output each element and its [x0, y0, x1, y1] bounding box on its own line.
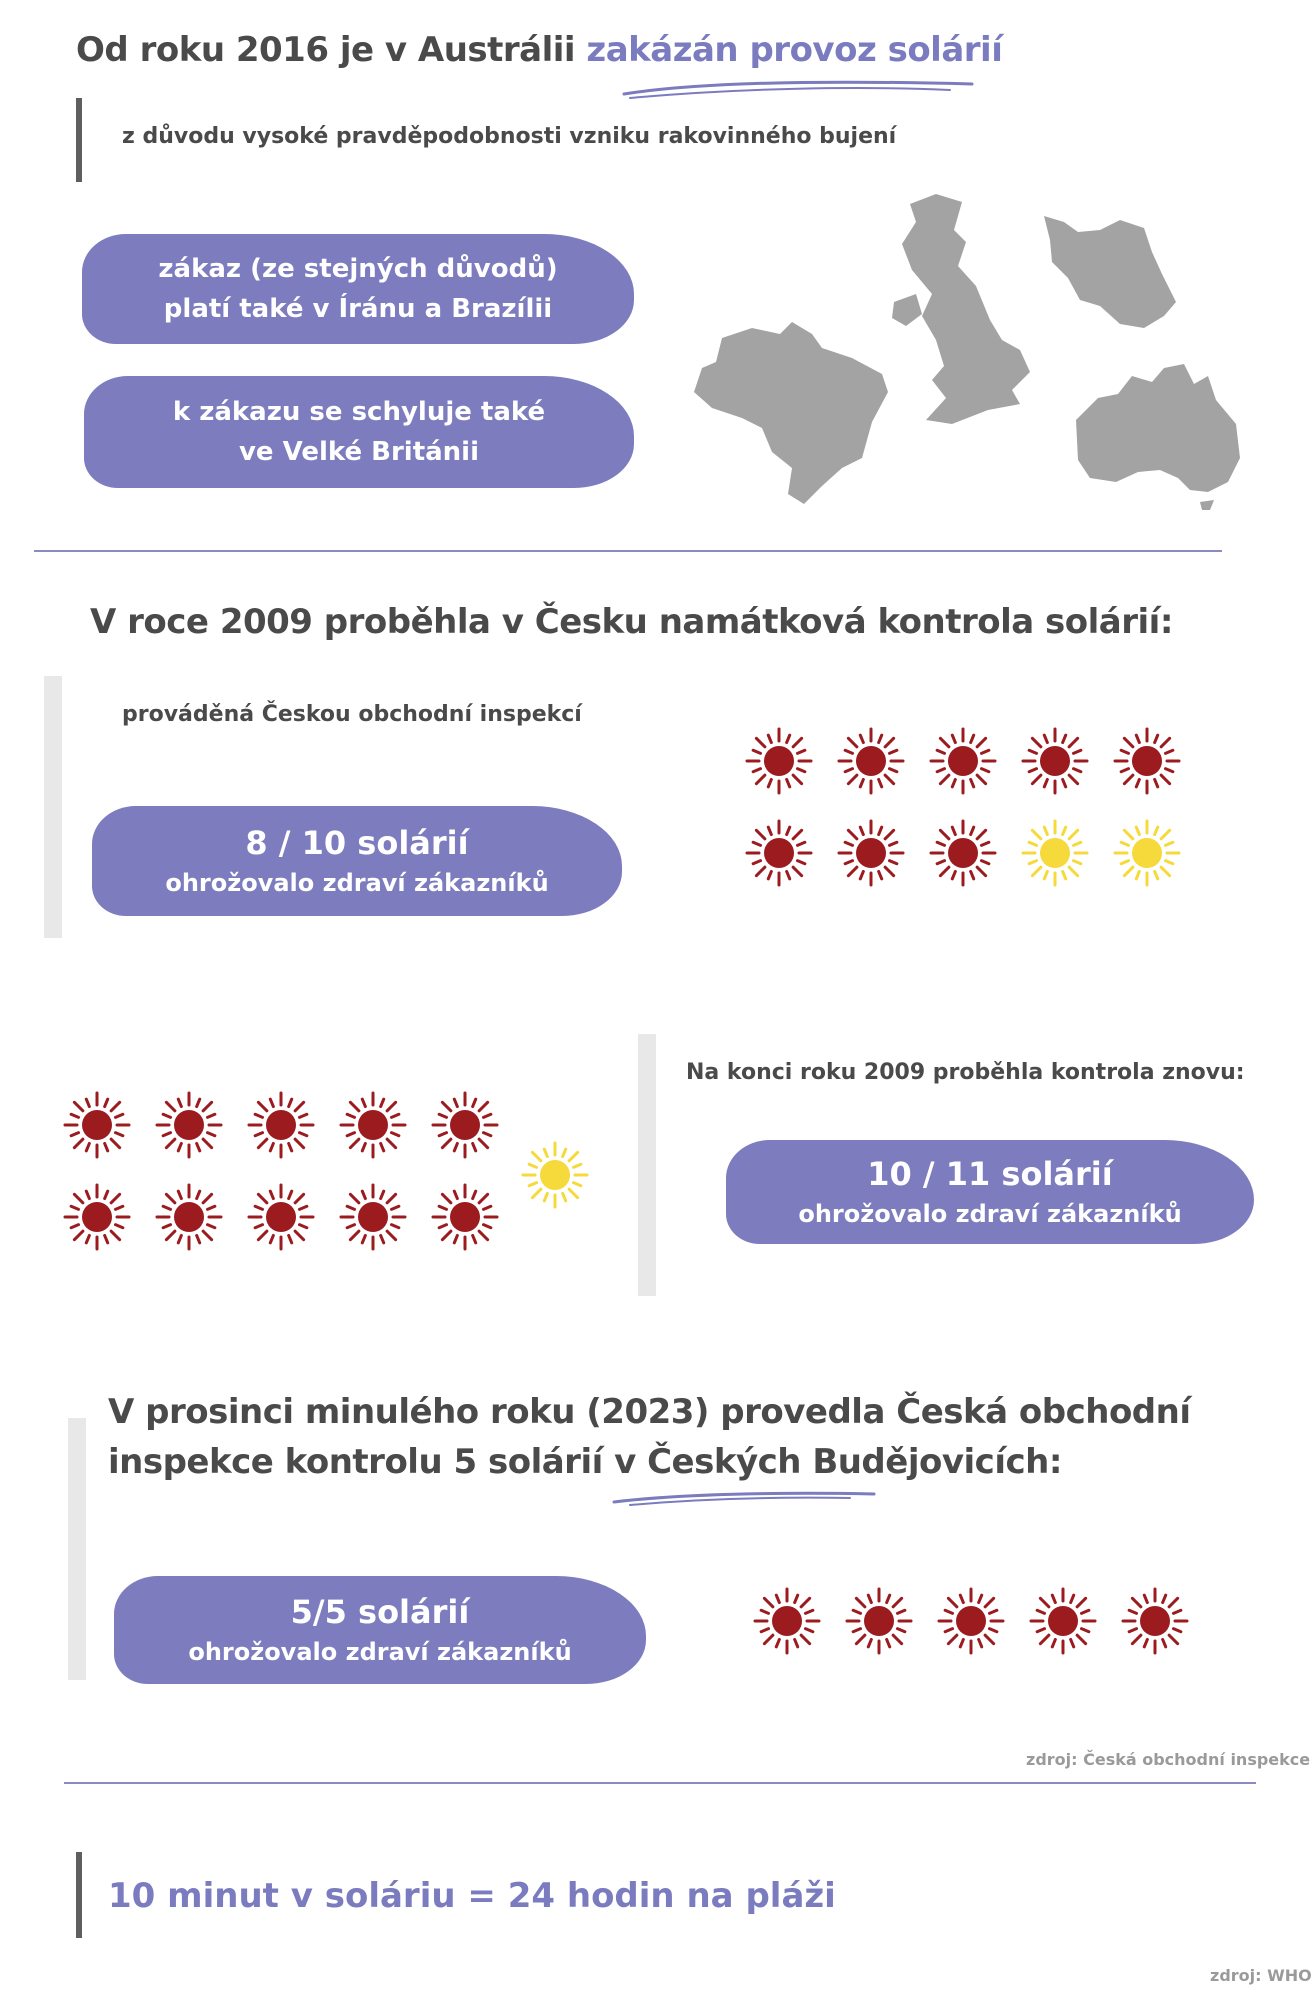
ban-uk-pill	[84, 376, 634, 488]
sun-red-icon	[62, 1090, 132, 1160]
sun-red-icon	[744, 818, 814, 888]
pill-caption: ohrožovalo zdraví zákazníků	[188, 1638, 572, 1666]
sun-red-icon	[936, 1586, 1006, 1656]
sun-red-icon	[62, 1182, 132, 1252]
sun-red-icon	[338, 1182, 408, 1252]
sun-red-icon	[1028, 1586, 1098, 1656]
sun-red-icon	[844, 1586, 914, 1656]
section3-subtitle: Na konci roku 2009 proběhla kontrola znovu:	[686, 1060, 1245, 1085]
source-who: zdroj: WHO	[1210, 1966, 1312, 1985]
sun-red-icon	[154, 1090, 224, 1160]
sun-red-icon	[338, 1090, 408, 1160]
section4-title-line1: V prosinci minulého roku (2023) provedla Česká obchodní	[108, 1392, 1191, 1432]
section4-title-line2: inspekce kontrolu 5 solárií v Českých Budějovicích:	[108, 1442, 1062, 1482]
quote-bar	[76, 98, 82, 182]
sun-yellow-icon	[1020, 818, 1090, 888]
tanning-fact: 10 minut v soláriu = 24 hodin na pláži	[108, 1876, 836, 1916]
underline-stroke	[620, 76, 980, 102]
result-2009-end-pill	[726, 1140, 1254, 1244]
sun-red-icon	[154, 1182, 224, 1252]
section1-title-plain: Od roku 2016 je v Austrálii	[76, 30, 587, 70]
sun-red-icon	[836, 726, 906, 796]
pill-caption: ohrožovalo zdraví zákazníků	[165, 869, 549, 897]
sun-red-icon	[1120, 1586, 1190, 1656]
source-coi: zdroj: Česká obchodní inspekce	[1026, 1750, 1311, 1769]
australia-map	[1068, 360, 1244, 510]
sun-yellow-icon	[1112, 818, 1182, 888]
quote-bar	[76, 1852, 82, 1938]
section1-title-accent: zakázán provoz solárií	[586, 30, 1003, 70]
underline-stroke	[610, 1488, 880, 1508]
section-divider	[34, 550, 1222, 552]
pill-line-2: platí také v Íránu a Brazílii	[163, 294, 553, 324]
section2-title: V roce 2009 proběhla v Česku namátková kontrola solárií:	[90, 602, 1173, 642]
sun-red-icon	[430, 1090, 500, 1160]
side-bar	[638, 1034, 656, 1296]
sun-red-icon	[928, 726, 998, 796]
side-bar	[68, 1418, 86, 1680]
pill-line-1: zákaz (ze stejných důvodů)	[158, 254, 558, 284]
pill-value: 5/5 solárií	[290, 1593, 470, 1631]
sun-red-icon	[246, 1182, 316, 1252]
pill-caption: ohrožovalo zdraví zákazníků	[798, 1200, 1182, 1228]
pill-value: 8 / 10 solárií	[245, 824, 469, 862]
sun-red-icon	[246, 1090, 316, 1160]
pill-line-2: ve Velké Británii	[238, 437, 480, 467]
result-2023-pill	[114, 1576, 646, 1684]
pill-line-1: k zákazu se schyluje také	[172, 397, 546, 427]
result-2009-pill	[92, 806, 622, 916]
sun-yellow-icon	[520, 1140, 590, 1210]
section1-subtitle: z důvodu vysoké pravděpodobnosti vzniku rakovinného bujení	[122, 124, 897, 149]
sun-red-icon	[430, 1182, 500, 1252]
section1-title	[76, 30, 1002, 70]
ban-iran-brazil-pill	[82, 234, 634, 344]
iran-map	[1040, 212, 1176, 332]
uk-map	[892, 190, 1032, 430]
pill-value: 10 / 11 solárií	[867, 1155, 1113, 1193]
sun-red-icon	[928, 818, 998, 888]
brazil-map	[692, 318, 892, 504]
sun-red-icon	[752, 1586, 822, 1656]
sun-red-icon	[744, 726, 814, 796]
side-bar	[44, 676, 62, 938]
sun-red-icon	[1112, 726, 1182, 796]
sun-red-icon	[836, 818, 906, 888]
sun-red-icon	[1020, 726, 1090, 796]
section-divider	[64, 1782, 1256, 1784]
section2-subtitle: prováděná Českou obchodní inspekcí	[122, 702, 582, 727]
